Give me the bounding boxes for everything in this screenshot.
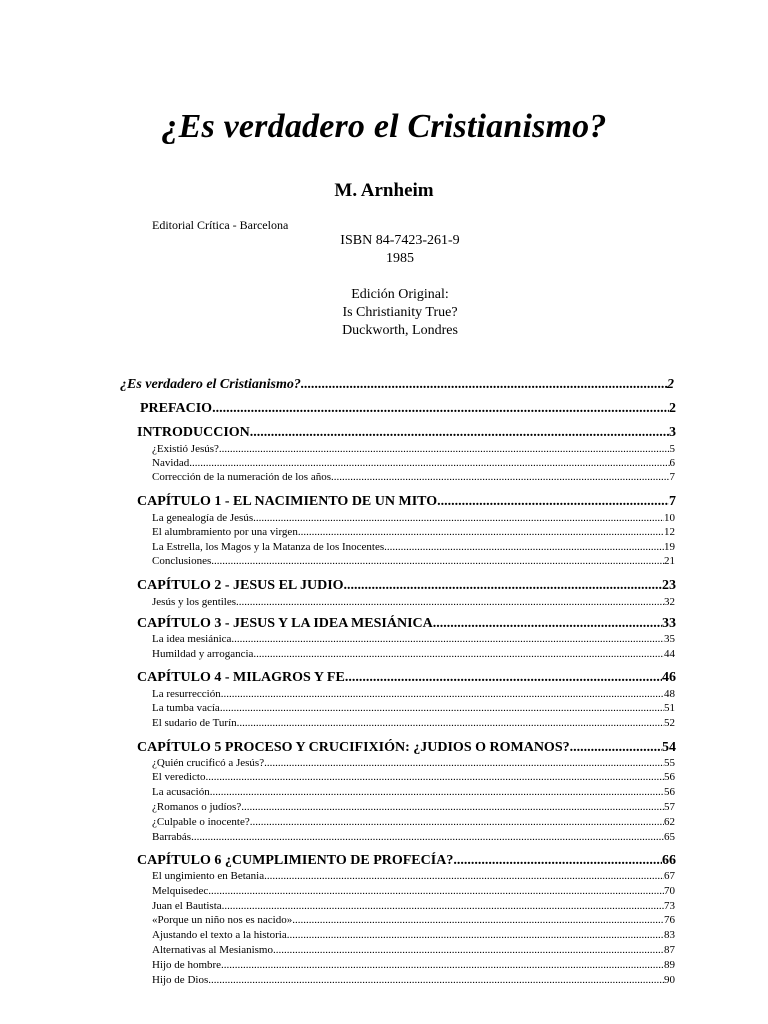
toc-entry-page: 65: [664, 831, 675, 843]
toc-entry[interactable]: [152, 443, 675, 455]
toc-entry[interactable]: [152, 541, 675, 553]
toc-entry-label: Jesús y los gentiles: [152, 596, 237, 608]
toc-entry-label: ¿Es verdadero el Cristianismo?: [120, 377, 301, 392]
toc-entry[interactable]: [152, 717, 675, 729]
toc-entry-label: PREFACIO: [140, 401, 213, 416]
toc-entry-page: 23: [662, 578, 676, 593]
toc-entry-page: 57: [664, 801, 675, 813]
original-title: Is Christianity True?: [342, 305, 458, 320]
toc-entry-page: 3: [669, 425, 676, 440]
toc-entry-label: La resurrección: [152, 688, 221, 700]
toc-entry-label: La Estrella, los Magos y la Matanza de los Inocentes: [152, 541, 385, 553]
toc-entry-label: La genealogía de Jesús: [152, 512, 254, 524]
toc-entry-page: 56: [664, 771, 675, 783]
toc-entry[interactable]: [152, 816, 675, 828]
toc-entry[interactable]: [137, 670, 676, 686]
toc-entry[interactable]: [120, 377, 674, 393]
original-publisher: Duckworth, Londres: [342, 323, 458, 338]
toc-entry-label: Conclusiones: [152, 555, 212, 567]
toc-entry-page: 89: [664, 959, 675, 971]
toc-entry-label: El ungimiento en Betania: [152, 870, 265, 882]
toc-entry-page: 87: [664, 944, 675, 956]
toc-entry-page: 5: [669, 443, 675, 455]
toc-entry-page: 6: [669, 457, 675, 469]
toc-entry-page: 21: [664, 555, 675, 567]
toc-entry-label: CAPÍTULO 4 - MILAGROS Y FE: [137, 670, 345, 685]
toc-entry[interactable]: [152, 944, 675, 956]
toc-entry-label: CAPÍTULO 6 ¿CUMPLIMIENTO DE PROFECÍA?: [137, 853, 454, 868]
toc-entry[interactable]: [152, 596, 675, 608]
toc-entry-label: Humildad y arrogancia: [152, 648, 254, 660]
toc-entry[interactable]: [137, 425, 676, 441]
toc-entry[interactable]: [152, 555, 675, 567]
toc-entry-page: 56: [664, 786, 675, 798]
toc-entry[interactable]: [137, 578, 676, 594]
toc-entry[interactable]: [152, 885, 675, 897]
toc-entry[interactable]: [152, 929, 675, 941]
toc-entry[interactable]: [152, 914, 675, 926]
toc-entry[interactable]: [137, 853, 676, 869]
toc-entry-label: INTRODUCCION: [137, 425, 250, 440]
original-edition-label: Edición Original:: [351, 287, 449, 302]
toc-entry-page: 2: [667, 377, 674, 392]
toc-entry-label: El sudario de Turín: [152, 717, 237, 729]
toc-entry-page: 62: [664, 816, 675, 828]
toc-entry-page: 35: [664, 633, 675, 645]
toc-entry[interactable]: [152, 900, 675, 912]
toc-entry-label: ¿Quién crucificó a Jesús?: [152, 757, 265, 769]
toc-entry[interactable]: [152, 959, 675, 971]
toc-entry-label: Melquisedec: [152, 885, 209, 897]
toc-entry-label: ¿Romanos o judíos?: [152, 801, 242, 813]
isbn: ISBN 84-7423-261-9: [340, 233, 460, 248]
toc-entry-label: La tumba vacía: [152, 702, 220, 714]
toc-entry[interactable]: [137, 740, 676, 756]
toc-entry-label: CAPÍTULO 3 - JESUS Y LA IDEA MESIÁNICA: [137, 616, 433, 631]
toc-entry[interactable]: [152, 633, 675, 645]
toc-entry[interactable]: [137, 616, 676, 632]
toc-entry-label: Corrección de la numeración de los años: [152, 471, 331, 483]
toc-entry-page: 55: [664, 757, 675, 769]
toc-entry[interactable]: [152, 831, 675, 843]
toc-entry[interactable]: [152, 870, 675, 882]
toc-entry-page: 83: [664, 929, 675, 941]
toc-entry-page: 66: [662, 853, 676, 868]
toc-entry-page: 7: [669, 494, 676, 509]
toc-entry[interactable]: [152, 471, 675, 483]
toc-entry[interactable]: [152, 457, 675, 469]
toc-entry-page: 44: [664, 648, 675, 660]
toc-entry-label: CAPÍTULO 5 PROCESO Y CRUCIFIXIÓN: ¿JUDIOS O ROMANOS?: [137, 740, 570, 755]
toc-entry[interactable]: [152, 757, 675, 769]
toc-entry[interactable]: [152, 974, 675, 986]
toc-entry[interactable]: [152, 786, 675, 798]
toc-entry[interactable]: [137, 494, 676, 510]
toc-entry-label: Barrabás: [152, 831, 192, 843]
toc-entry-page: 7: [669, 471, 675, 483]
toc-entry-label: El alumbramiento por una virgen: [152, 526, 298, 538]
toc-entry-label: La acusación: [152, 786, 210, 798]
toc-entry-page: 90: [664, 974, 675, 986]
toc-entry-label: CAPÍTULO 1 - EL NACIMIENTO DE UN MITO: [137, 494, 438, 509]
toc-entry[interactable]: [152, 702, 675, 714]
year: 1985: [386, 251, 414, 266]
toc-entry-page: 46: [662, 670, 676, 685]
publisher: Editorial Crítica - Barcelona: [152, 218, 289, 232]
toc-entry-page: 67: [664, 870, 675, 882]
toc-entry-page: 73: [664, 900, 675, 912]
toc-entry-page: 19: [664, 541, 675, 553]
toc-entry[interactable]: [152, 648, 675, 660]
author: M. Arnheim: [334, 180, 434, 201]
toc-entry-page: 76: [664, 914, 675, 926]
toc-entry-page: 48: [664, 688, 675, 700]
toc-entry-label: ¿Culpable o inocente?: [152, 816, 250, 828]
toc-entry-page: 52: [664, 717, 675, 729]
toc-entry-label: Alternativas al Mesianismo: [152, 944, 273, 956]
toc-entry-label: Navidad: [152, 457, 190, 469]
toc-entry-page: 51: [664, 702, 675, 714]
toc-entry-label: Juan el Bautista: [152, 900, 222, 912]
toc-entry-page: 2: [669, 401, 676, 416]
document-title: ¿Es verdadero el Cristianismo?: [161, 108, 607, 145]
toc-entry[interactable]: [152, 801, 675, 813]
toc-entry-label: CAPÍTULO 2 - JESUS EL JUDIO: [137, 578, 344, 593]
toc-entry-label: Hijo de Dios: [152, 974, 209, 986]
toc-entry-label: ¿Existió Jesús?: [152, 443, 219, 455]
toc-entry[interactable]: [152, 771, 675, 783]
toc-entry-label: El veredicto: [152, 771, 206, 783]
toc-entry[interactable]: [152, 688, 675, 700]
toc-entry[interactable]: [152, 512, 675, 524]
toc-entry-label: Hijo de hombre: [152, 959, 222, 971]
toc-entry-label: La idea mesiánica: [152, 633, 232, 645]
toc-entry-page: 70: [664, 885, 675, 897]
toc-entry[interactable]: [140, 401, 676, 417]
toc-entry[interactable]: [152, 526, 675, 538]
toc-entry-page: 12: [664, 526, 675, 538]
toc-entry-label: «Porque un niño nos es nacido»: [152, 914, 293, 926]
toc-entry-page: 33: [662, 616, 676, 631]
toc-entry-page: 32: [664, 596, 675, 608]
toc-entry-page: 10: [664, 512, 675, 524]
toc-entry-label: Ajustando el texto a la historia: [152, 929, 287, 941]
toc-entry-page: 54: [662, 740, 676, 755]
